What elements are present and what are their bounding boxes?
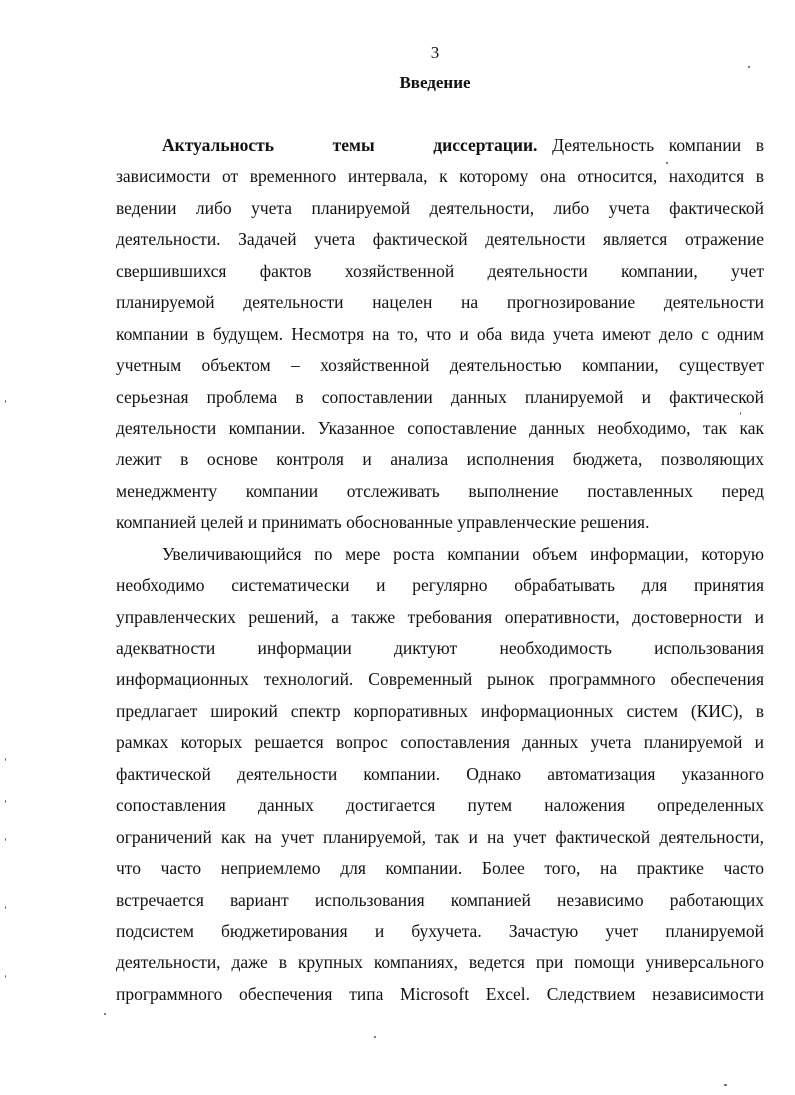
paragraph-line: подсистем бюджетирования и бухучета. Зачастую учет планируемой — [116, 920, 764, 941]
scan-speck — [5, 800, 6, 803]
paragraph-line: что часто неприемлемо для компании. Более того, на практике часто — [116, 858, 764, 879]
paragraph-line: информационных технологий. Современный рынок программного обеспечения — [116, 669, 764, 690]
paragraph-line: менеджменту компании отслеживать выполнение поставленных перед — [116, 480, 764, 501]
paragraph-line: предлагает широкий спектр корпоративных информационных систем (КИС), в — [116, 700, 764, 721]
section-heading: Введение — [399, 73, 471, 92]
paragraph-line: адекватности информации диктуют необходимость использования — [116, 638, 764, 658]
scan-speck — [748, 66, 750, 68]
scan-speck — [5, 975, 6, 978]
paragraph-line: зависимости от временного интервала, к которому она относится, находится в — [116, 166, 764, 187]
paragraph-line: компании в будущем. Несмотря на то, что и оба вида учета имеют дело с одним — [116, 323, 764, 344]
page-number: 3 — [430, 43, 440, 62]
paragraph-line-text: Деятельность компании в — [537, 135, 765, 155]
paragraph-lead: Актуальность темы диссертации. — [162, 135, 538, 155]
scan-speck — [5, 906, 6, 909]
scan-speck — [740, 412, 741, 415]
scan-speck — [5, 400, 6, 403]
paragraph-line: учетным объектом – хозяйственной деятельностью компании, существует — [116, 355, 764, 376]
body-text — [116, 130, 764, 1010]
paragraph-line: планируемой деятельности нацелен на прогнозирование деятельности — [116, 292, 764, 313]
paragraph-line: ведении либо учета планируемой деятельности, либо учета фактической — [116, 197, 764, 218]
paragraph-line: компанией целей и принимать обоснованные управленческие решения. — [116, 512, 650, 533]
paragraph-line: встречается вариант использования компанией независимо работающих — [116, 889, 764, 910]
paragraph-line: деятельности, даже в крупных компаниях, ведется при помощи универсального — [116, 952, 764, 973]
paragraph-line: Увеличивающийся по мере роста компании объем информации, которую — [162, 543, 764, 564]
paragraph-line: свершившихся фактов хозяйственной деятельности компании, учет — [116, 260, 764, 281]
scan-speck — [666, 162, 668, 164]
paragraph-line: сопоставления данных достигается путем наложения определенных — [116, 795, 764, 816]
paragraph-line: ограничений как на учет планируемой, так и на учет фактической деятельности, — [116, 826, 764, 847]
paragraph-line: программного обеспечения типа Microsoft Excel. Следствием независимости — [116, 983, 764, 1004]
paragraph-line: рамках которых решается вопрос сопоставления данных учета планируемой и — [116, 732, 764, 753]
scan-speck — [724, 1084, 727, 1086]
scan-speck — [5, 758, 6, 761]
scan-speck — [5, 838, 6, 841]
paragraph-line: деятельности. Задачей учета фактической деятельности является отражение — [116, 229, 764, 250]
scan-speck — [374, 1036, 376, 1038]
paragraph-line: лежит в основе контроля и анализа исполнения бюджета, позволяющих — [116, 449, 764, 470]
paragraph-line — [116, 130, 764, 161]
paragraph-line: серьезная проблема в сопоставлении данных планируемой и фактической — [116, 386, 764, 407]
paragraph-line: необходимо систематически и регулярно обрабатывать для принятия — [116, 575, 764, 596]
scan-speck — [104, 1013, 106, 1015]
paragraph-line: управленческих решений, а также требования оперативности, достоверности и — [116, 606, 764, 627]
paragraph-line: фактической деятельности компании. Однако автоматизация указанного — [116, 763, 764, 784]
paragraph-line: деятельности компании. Указанное сопоставление данных необходимо, так как — [116, 417, 764, 438]
